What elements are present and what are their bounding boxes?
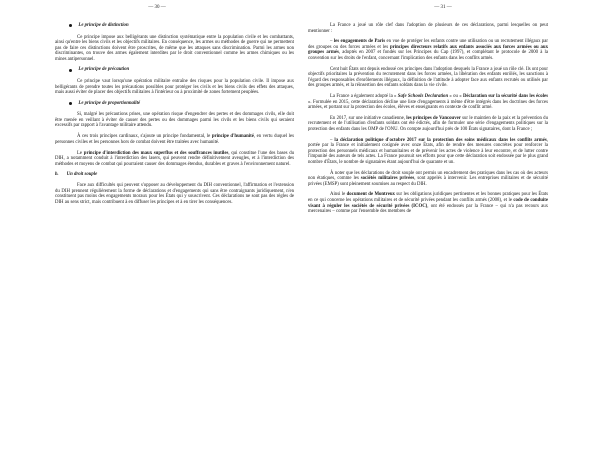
bold-term: sociétés militaires privées: [360, 176, 415, 182]
paragraph-montreux: [308, 192, 548, 214]
heading-text: Le principe de distinction: [78, 23, 129, 28]
bullet-icon: [69, 24, 72, 27]
subheading-text: Un droit souple: [66, 172, 98, 178]
bold-term: code de conduite visant à réguler les sociétés de sécurité privées (ICOC): [308, 197, 548, 209]
text-run: , qui constitue l'une des bases du DIH, a notamment conduit à l'interdiction des lasers, qui peuvent rendre définitivement aveugles, et à l'interdiction des méthodes et moyens de combat qui pourraient causer des dommages étendus, durables et graves à l'environnement naturel.: [55, 150, 294, 167]
text-run: –: [330, 137, 335, 143]
text-run: en vue de protéger les enfants contre une utilisation ou un recrutement illégaux par des groupes ou des forces armées et les: [308, 39, 548, 50]
text-run: » ou «: [448, 94, 463, 100]
text-run: Le: [77, 150, 84, 156]
bullet-icon: [69, 102, 72, 105]
paragraph-engagements-paris: [308, 39, 548, 61]
bold-italic-term: Safe Schools Declaration: [397, 94, 449, 100]
heading-distinction: [69, 23, 294, 29]
text-run: sur le maintien de la paix et la prévention du recrutement et de l'utilisation d'enfants soldats ont été édictés, afin de formuler une série d'engagements politiques sur la protection des enfants dans les OMP de l'ONU. On compte aujourd'hui près de 100 États signataires, dont la France ;: [308, 115, 548, 132]
heading-proportionnalite: [69, 101, 294, 107]
paragraph-droit-souple: Face aux difficultés qui peuvent s'opposer au développement du DIH conventionnel, l'affirmation et l'extension du DIH prennent régulièrement la forme de déclarations et d'engagements qui sans être contraignants juridiquement, n'en constituent pas moins des engagements moraux pour les États qui y souscrivent. Ces déclarations ne sont pas des règles de DIH au sens strict, mais contribuent à en diffuser les principes et à en tirer les conséquences.: [55, 183, 294, 206]
paragraph-vancouver: [308, 116, 548, 133]
paragraph-intro: La France a joué un rôle clef dans l'adoption de plusieurs de ces déclarations, parmi lesquelles on peut mentionner :: [308, 23, 548, 34]
bold-term: principe d'interdiction des maux superflus et des souffrances inutiles: [83, 150, 229, 156]
text-run: , ont été endossés par la France – qui n'a pas recours aux mercenaires – comme par l'ensemble des membres de: [308, 203, 548, 215]
bold-term: les principes de Vancouver: [406, 115, 461, 121]
paragraph-safe-schools: [308, 94, 548, 111]
page-31: [300, 0, 600, 449]
text-run: sur les obligations juridiques pertinentes et les bonnes pratiques pour les États en ce qui concerne les opérations militaires et de sécurité privées pendant les conflits armés (2008), et le: [308, 192, 548, 203]
text-run: À ces trois principes cardinaux, s'ajoute un principe fondamental, le: [77, 134, 212, 140]
text-run: , sont appelés à intervenir. Les entreprises militaires et de sécurité privées (EMSP) sont pleinement soumises au respect du DIH.: [308, 176, 548, 187]
paragraph-cent-huit-etats: Cent huit États ont depuis endossé ces principes dans l'adoption desquels la France a joué un rôle clé. Ils ont pour objectifs prioritaires la prévention du recrutement dans les forces armées, la libération des enfants enrôlés, les sanctions à l'égard des responsables d'enrôlements illégaux, la définition de l'attitude à adopter face aux enfants recrutés ou utilisés par des groupes armés, et la réinsertion des enfants soldats dans la vie civile.: [308, 66, 548, 89]
subheading-letter: b.: [55, 172, 59, 178]
paragraph-precaution: Ce principe vaut lorsqu'une opération militaire entraîne des risques pour la population civile. Il impose aux belligérants de prendre toutes les précautions possibles pour protéger les civils et les biens civils des effets des attaques, mais aussi éviter de placer des objectifs militaires à l'intérieur ou à proximité de zones fortement peuplées.: [55, 79, 294, 96]
bold-term: la déclaration politique d'octobre 2017 sur la protection des soins médicaux dans les conflits armés: [334, 137, 547, 143]
text-run: , portée par la France et initialement cosignée avec onze États, afin de rendre des mesures concrètes pour renforcer la protection des personnels médicaux et humanitaires et de prévenir les actes de violence à leur encontre, et de lutter contre l'impunité des auteurs de tels actes. La France poursuit ses efforts pour que cette déclaration soit endossée par le plus grand nombre d'États, le nombre de signataires étant aujourd'hui de quarante et un.: [308, 137, 548, 165]
bold-term: document de Montreux: [346, 192, 395, 198]
text-run: Ainsi le: [330, 192, 347, 198]
text-run: , adoptés en 2007 et fondés sur les Principes du Cap (1997), et complétant le protocole de 2000 à la convention sur les droits de l'enfant, concernant l'implication des enfants dans les conflits armés.: [308, 50, 548, 61]
bold-term: principe d'humanité: [211, 134, 254, 140]
bold-term: Déclaration sur la sécurité dans les écoles: [462, 94, 548, 100]
bold-term: principes directeurs relatifs aux enfants associés aux forces armées ou aux groupes armés: [308, 44, 548, 56]
paragraph-societes-privees: [308, 171, 548, 188]
text-run: ». Formulée en 2015, cette déclaration décline une liste d'engagements à même d'être intégrés dans les doctrines des forces armées, et portant sur la protection des écoles, élèves et enseignants en contexte de conflit armé.: [308, 99, 548, 111]
text-run: La France a également adopté la «: [330, 94, 398, 100]
paragraph-proportionnalite: Si, malgré les précautions prises, une opération risque d'engendrer des pertes et des dommages civils, elle doit être menée en veillant à éviter de causer des pertes ou des dommages parmi les civils et les biens civils qui seraient excessifs par rapport à l'avantage militaire attendu.: [55, 112, 294, 129]
heading-precaution: [69, 67, 294, 73]
paragraph-soins-medicaux: [308, 138, 548, 166]
page-number: — 31 —: [434, 5, 452, 10]
text-run: En 2017, sur une initiative canadienne,: [330, 115, 407, 121]
subheading-droit-souple: [55, 172, 294, 178]
heading-text: Le principe de proportionnalité: [78, 100, 141, 106]
text-run: –: [330, 39, 334, 45]
text-run: À noter que les déclarations de droit souple ont permis un encadrement des pratiques dans les cas où des acteurs non étatiques, comme les: [308, 170, 548, 182]
page-number: — 30 —: [148, 5, 166, 10]
bold-term: les engagements de Paris: [333, 39, 386, 45]
text-run: , en vertu duquel les personnes civiles et les personnes hors de combat doivent être traitées avec humanité.: [55, 134, 295, 145]
bullet-icon: [69, 69, 72, 72]
heading-text: Le principe de précaution: [78, 67, 130, 73]
paragraph-humanite: [55, 134, 294, 145]
paragraph-distinction: Ce principe impose aux belligérants une distinction systématique entre la population civile et les combattants, ainsi qu'entre les biens civils et les objectifs militaires. En conséquence, les armes ou méthodes de guerre qui ne permettent pas de faire ces distinctions doivent être proscrites, de même que les attaques sans discrimination. Parmi les armes non discriminantes, on trouve des armes également interdites par le droit conventionnel comme les armes chimiques ou les mines antipersonnel.: [55, 34, 294, 62]
paragraph-maux-superflus: [55, 151, 294, 168]
